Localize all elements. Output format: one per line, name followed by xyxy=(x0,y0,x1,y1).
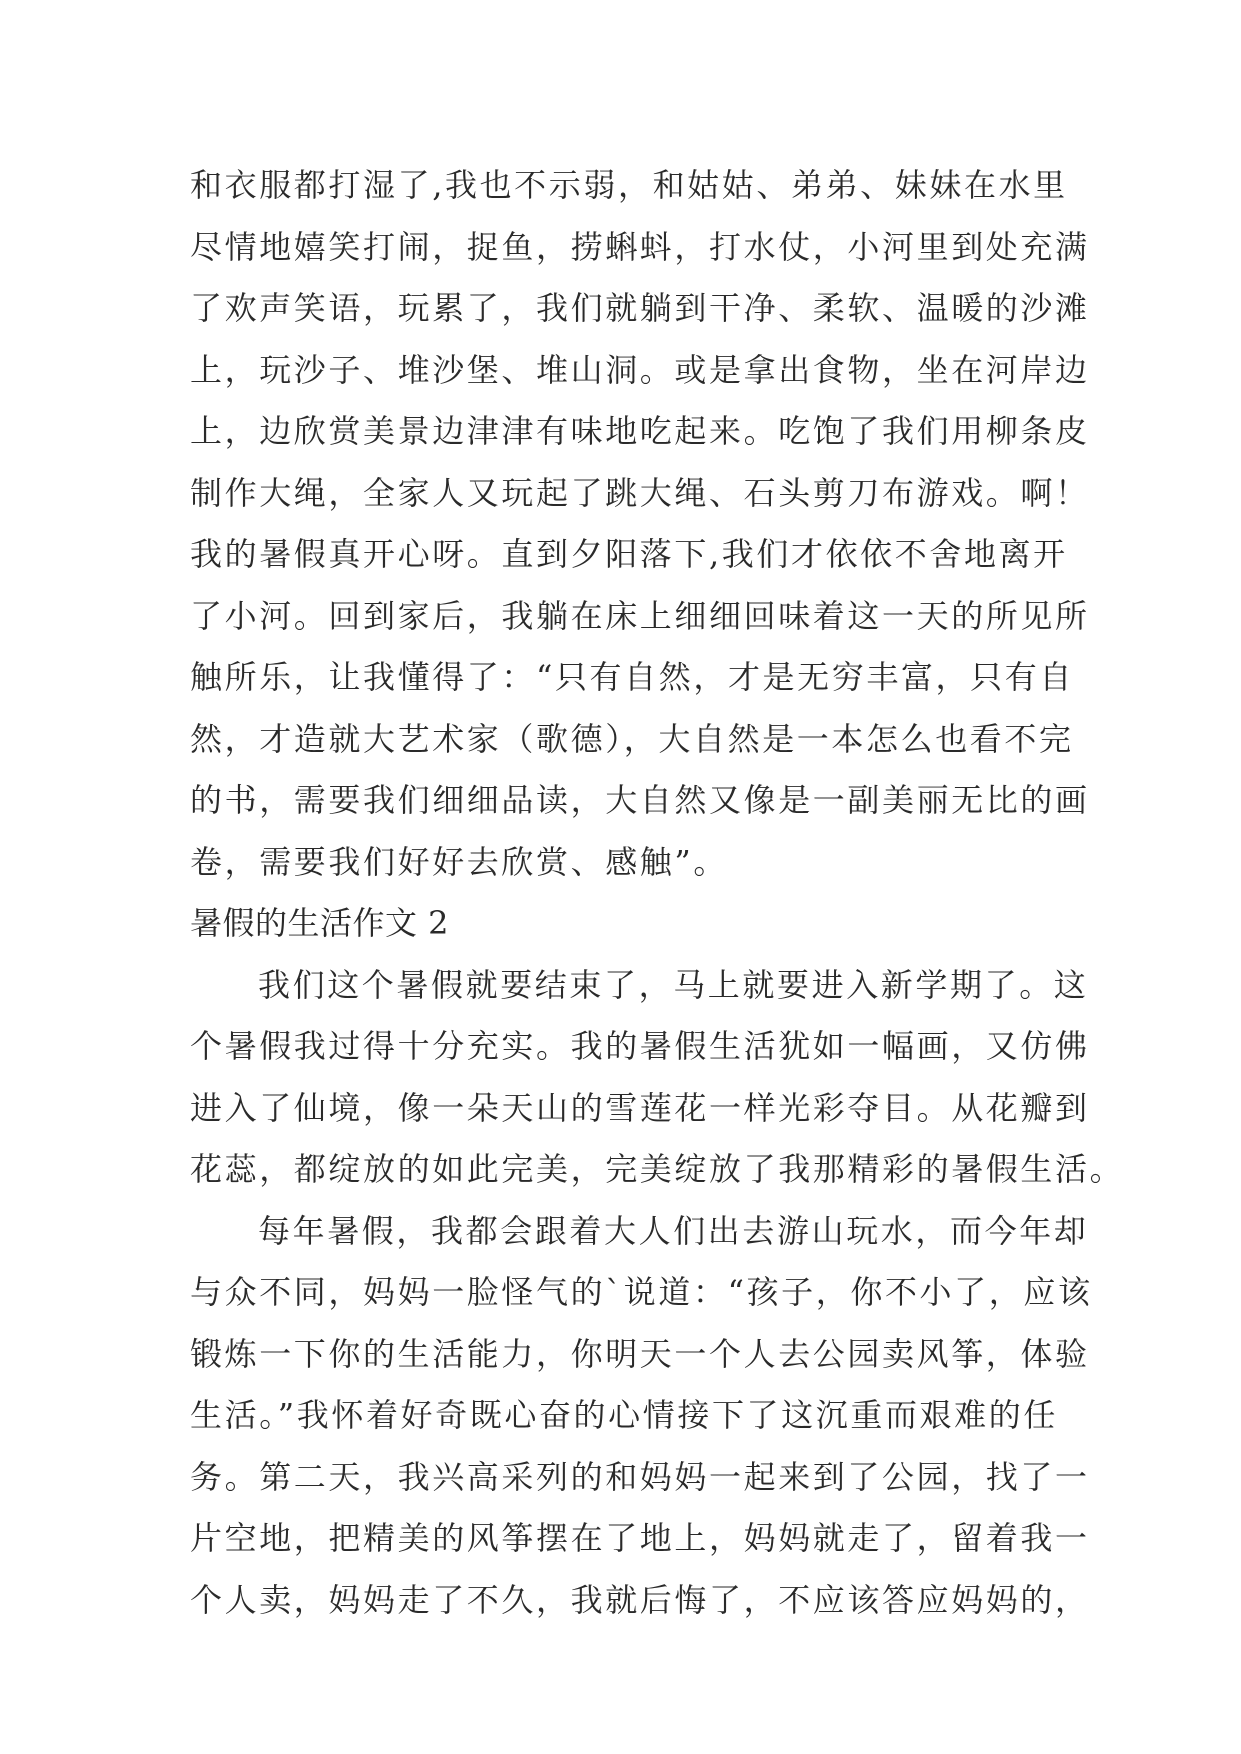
text-line: 上，边欣赏美景边津津有味地吃起来。吃饱了我们用柳条皮 xyxy=(190,412,1090,450)
text-line: 花蕊，都绽放的如此完美，完美绽放了我那精彩的暑假生活。 xyxy=(190,1150,1125,1188)
text-line: 个人卖，妈妈走了不久，我就后悔了，不应该答应妈妈的， xyxy=(190,1580,1090,1619)
text-line: 每年暑假，我都会跟着大人们出去游山玩水，而今年却 xyxy=(258,1211,1089,1250)
section-heading: 暑假的生活作文 2 xyxy=(190,904,450,942)
text-line: 我们这个暑假就要结束了，马上就要进入新学期了。这 xyxy=(258,965,1089,1004)
text-line: 个暑假我过得十分充实。我的暑假生活犹如一幅画，又仿佛 xyxy=(190,1027,1090,1065)
text-line: 尽情地嬉笑打闹，捉鱼，捞蝌蚪，打水仗，小河里到处充满 xyxy=(190,227,1090,266)
paragraph-3 xyxy=(190,1201,1093,1632)
text-line: 生活。”我怀着好奇既心奋的心情接下了这沉重而艰难的任 xyxy=(190,1396,1058,1434)
text-line: 触所乐，让我懂得了：“只有自然，才是无穷丰富，只有自 xyxy=(190,658,1074,696)
paragraph-1 xyxy=(190,155,1090,893)
text-line: 上，玩沙子、堆沙堡、堆山洞。或是拿出食物，坐在河岸边 xyxy=(190,350,1090,389)
text-line: 了欢声笑语，玩累了，我们就躺到干净、柔软、温暖的沙滩 xyxy=(190,289,1090,327)
document-body xyxy=(190,155,1125,1631)
text-line: 和衣服都打湿了,我也不示弱，和姑姑、弟弟、妹妹在水里 xyxy=(190,166,1068,204)
text-line: 我的暑假真开心呀。直到夕阳落下,我们才依依不舍地离开 xyxy=(190,535,1068,573)
text-line: 的书，需要我们细细品读，大自然又像是一副美丽无比的画 xyxy=(190,781,1090,819)
text-line: 务。第二天，我兴高采列的和妈妈一起来到了公园，找了一 xyxy=(190,1457,1090,1496)
text-line: 片空地，把精美的风筝摆在了地上，妈妈就走了，留着我一 xyxy=(190,1519,1090,1557)
text-line: 锻炼一下你的生活能力，你明天一个人去公园卖风筝，体验 xyxy=(190,1334,1090,1373)
text-line: 进入了仙境，像一朵天山的雪莲花一样光彩夺目。从花瓣到 xyxy=(190,1088,1090,1127)
text-line: 制作大绳，全家人又玩起了跳大绳、石头剪刀布游戏。啊！ xyxy=(190,473,1090,512)
text-line: 与众不同，妈妈一脸怪气的`说道：“孩子，你不小了，应该 xyxy=(190,1273,1093,1311)
text-line: 然，才造就大艺术家（歌德），大自然是一本怎么也看不完 xyxy=(190,719,1074,758)
paragraph-2 xyxy=(190,955,1125,1201)
text-line: 了小河。回到家后，我躺在床上细细回味着这一天的所见所 xyxy=(190,596,1090,635)
text-line: 卷，需要我们好好去欣赏、感触”。 xyxy=(190,842,728,881)
